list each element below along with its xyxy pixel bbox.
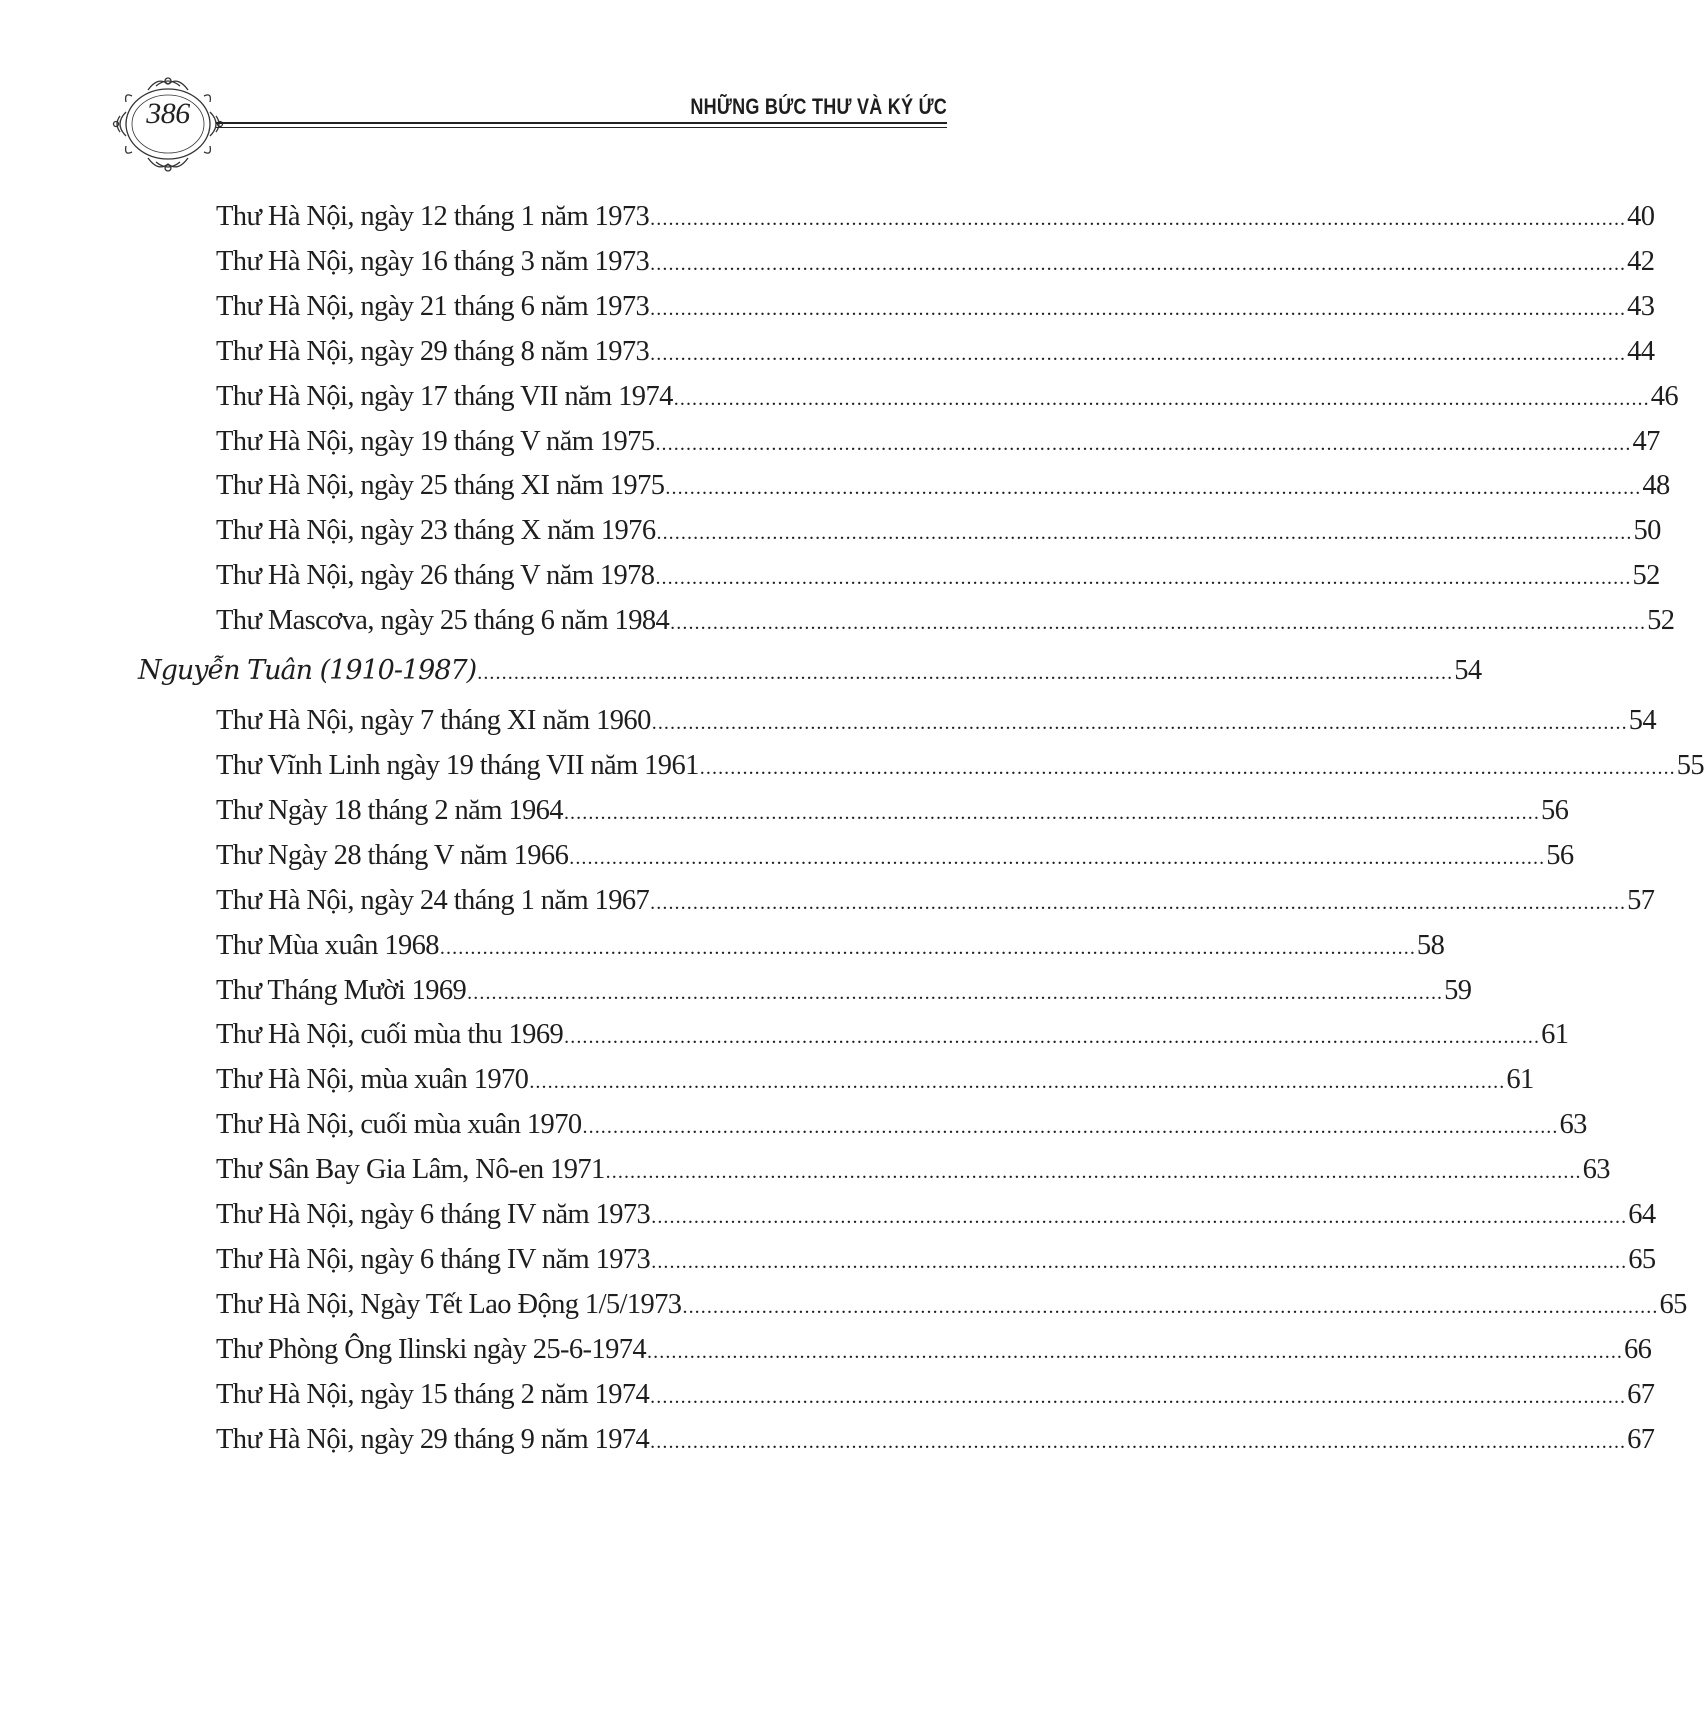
toc-entry-page-number: 56 bbox=[1540, 794, 1569, 826]
toc-dot-leader: ................................................................................................................................................................ bbox=[656, 522, 1633, 545]
toc-entry bbox=[216, 1377, 1655, 1413]
toc-entry-page-number: 42 bbox=[1627, 245, 1655, 277]
toc-dot-leader: ................................................................................................................................................................ bbox=[650, 1430, 1627, 1453]
toc-entry-page-number: 67 bbox=[1627, 1423, 1655, 1455]
toc-entry-page-number: 40 bbox=[1627, 201, 1655, 232]
toc-entry-page-number: 47 bbox=[1632, 425, 1660, 457]
toc-dot-leader: ................................................................................................................................................................ bbox=[655, 567, 1632, 590]
toc-entry-title: Thư Hà Nội, ngày 17 tháng VII năm 1974 bbox=[216, 380, 673, 412]
toc-dot-leader: ................................................................................................................................................................ bbox=[650, 208, 1627, 230]
toc-entry-title: Thư Hà Nội, ngày 6 tháng IV năm 1973 bbox=[216, 1199, 651, 1230]
header-rule-thin bbox=[216, 127, 947, 128]
toc-entry bbox=[216, 1107, 1587, 1143]
toc-author-heading bbox=[138, 653, 1482, 689]
toc-entry bbox=[216, 793, 1569, 829]
toc-entry-title: Thư Tháng Mười 1969 bbox=[216, 974, 467, 1006]
toc-entry bbox=[216, 838, 1574, 874]
toc-entry-title: Thư Hà Nội, cuối mùa xuân 1970 bbox=[216, 1109, 582, 1141]
toc-dot-leader: ................................................................................................................................................................ bbox=[569, 846, 1546, 869]
page-number: 386 bbox=[146, 97, 190, 130]
toc-entry-page-number: 59 bbox=[1444, 974, 1472, 1006]
toc-entry bbox=[216, 883, 1655, 919]
toc-entry bbox=[216, 973, 1472, 1009]
toc-dot-leader: ................................................................................................................................................................ bbox=[670, 612, 1647, 635]
toc-entry-page-number: 48 bbox=[1642, 470, 1670, 502]
toc-entry bbox=[216, 1332, 1652, 1368]
toc-entry-title: Thư Phòng Ông Ilinski ngày 25-6-1974 bbox=[216, 1333, 647, 1365]
toc-dot-leader: ................................................................................................................................................................ bbox=[650, 342, 1627, 365]
toc-entry-title: Thư Hà Nội, ngày 19 tháng V năm 1975 bbox=[216, 425, 655, 457]
toc-entry bbox=[216, 1197, 1656, 1233]
toc-entry-page-number: 61 bbox=[1541, 1019, 1569, 1051]
toc-entry-title: Thư Sân Bay Gia Lâm, Nô-en 1971 bbox=[216, 1154, 605, 1186]
toc-entry bbox=[216, 1152, 1610, 1188]
toc-entry-page-number: 55 bbox=[1676, 750, 1704, 781]
toc-entry-page-number: 50 bbox=[1633, 515, 1661, 547]
toc-entry bbox=[216, 1062, 1534, 1098]
toc-dot-leader: ................................................................................................................................................................ bbox=[563, 801, 1540, 824]
toc-entry-page-number: 61 bbox=[1506, 1064, 1534, 1096]
toc-entry-title: Thư Hà Nội, ngày 29 tháng 9 năm 1974 bbox=[216, 1423, 650, 1455]
toc-entry-page-number: 66 bbox=[1624, 1333, 1652, 1365]
toc-entry-title: Thư Hà Nội, ngày 26 tháng V năm 1978 bbox=[216, 560, 655, 592]
toc-entry-page-number: 65 bbox=[1659, 1288, 1687, 1320]
toc-entry-title: Thư Hà Nội, ngày 6 tháng IV năm 1973 bbox=[216, 1243, 651, 1275]
toc-dot-leader: ................................................................................................................................................................ bbox=[651, 712, 1628, 735]
toc-entry-title: Thư Hà Nội, ngày 21 tháng 6 năm 1973 bbox=[216, 290, 650, 322]
toc-entry-title: Thư Ngày 28 tháng V năm 1966 bbox=[216, 839, 569, 871]
toc-entry bbox=[216, 1017, 1569, 1053]
header-rule bbox=[216, 122, 947, 124]
toc-dot-leader: ................................................................................................................................................................ bbox=[439, 936, 1416, 959]
toc-entry bbox=[216, 424, 1660, 460]
toc-dot-leader: ................................................................................................................................................................ bbox=[650, 891, 1627, 914]
toc-dot-leader: ................................................................................................................................................................ bbox=[647, 1340, 1624, 1363]
toc-dot-leader: ................................................................................................................................................................ bbox=[582, 1116, 1559, 1139]
toc-entry-page-number: 65 bbox=[1628, 1243, 1656, 1275]
toc-entry-title: Thư Hà Nội, ngày 15 tháng 2 năm 1974 bbox=[216, 1378, 650, 1410]
toc-entry-page-number: 46 bbox=[1650, 380, 1679, 412]
toc-entry bbox=[216, 468, 1670, 504]
toc-entry bbox=[216, 289, 1655, 325]
toc-dot-leader: ................................................................................................................................................................ bbox=[655, 432, 1632, 455]
toc-entry-title: Thư Hà Nội, ngày 25 tháng XI năm 1975 bbox=[216, 470, 665, 502]
toc-entry-title: Thư Mùa xuân 1968 bbox=[216, 929, 439, 961]
toc-entry bbox=[216, 244, 1655, 280]
toc-entry-title: Thư Hà Nội, ngày 12 tháng 1 năm 1973 bbox=[216, 201, 650, 232]
running-title: NHỮNG BỨC THƯ VÀ KÝ ỨC bbox=[690, 94, 947, 119]
toc-entry-title: Thư Vĩnh Linh ngày 19 tháng VII năm 1961 bbox=[216, 750, 699, 781]
toc-entry-page-number: 44 bbox=[1627, 335, 1655, 367]
toc-dot-leader: ................................................................................................................................................................ bbox=[665, 477, 1642, 500]
toc-dot-leader: ................................................................................................................................................................ bbox=[650, 1385, 1627, 1408]
toc-entry-page-number: 43 bbox=[1627, 290, 1655, 322]
toc-dot-leader: ................................................................................................................................................................ bbox=[605, 1161, 1582, 1184]
toc-dot-leader: ................................................................................................................................................................ bbox=[529, 1071, 1506, 1094]
toc-dot-leader: ................................................................................................................................................................ bbox=[651, 1206, 1628, 1228]
toc-dot-leader: ................................................................................................................................................................ bbox=[651, 1250, 1628, 1273]
toc-entry-title: Thư Hà Nội, ngày 29 tháng 8 năm 1973 bbox=[216, 335, 650, 367]
toc-entry-page-number: 64 bbox=[1628, 1199, 1656, 1230]
toc-dot-leader: ................................................................................................................................................................ bbox=[477, 662, 1454, 685]
toc-entry bbox=[216, 1422, 1655, 1458]
toc-dot-leader: ................................................................................................................................................................ bbox=[650, 252, 1627, 275]
toc-entry-page-number: 52 bbox=[1632, 560, 1660, 592]
toc-entry bbox=[216, 1242, 1656, 1278]
toc-entry-page-number: 56 bbox=[1546, 839, 1574, 871]
toc-entry bbox=[216, 748, 1704, 784]
toc-entry-page-number: 52 bbox=[1647, 605, 1675, 637]
page-header bbox=[0, 0, 1103, 180]
toc-entry-page-number: 58 bbox=[1416, 929, 1445, 961]
toc-dot-leader: ................................................................................................................................................................ bbox=[650, 297, 1627, 320]
toc-entry bbox=[216, 928, 1445, 964]
toc-entry-title: Thư Ngày 18 tháng 2 năm 1964 bbox=[216, 794, 563, 826]
toc-entry-title: Thư Hà Nội, Ngày Tết Lao Động 1/5/1973 bbox=[216, 1288, 682, 1320]
toc-entry-page-number: 57 bbox=[1627, 884, 1655, 916]
toc-dot-leader: ................................................................................................................................................................ bbox=[673, 387, 1650, 410]
toc-entry-title: Thư Hà Nội, ngày 23 tháng X năm 1976 bbox=[216, 515, 656, 547]
toc-entry bbox=[216, 603, 1675, 639]
toc-entry bbox=[216, 1287, 1687, 1323]
toc-entry-page-number: 63 bbox=[1559, 1109, 1587, 1141]
toc-entry-title: Thư Hà Nội, cuối mùa thu 1969 bbox=[216, 1019, 564, 1051]
toc-entry bbox=[216, 703, 1657, 739]
toc-entry bbox=[216, 199, 1655, 235]
toc-entry-title: Thư Hà Nội, ngày 7 tháng XI năm 1960 bbox=[216, 705, 651, 737]
toc-entry-page-number: 67 bbox=[1627, 1378, 1655, 1410]
toc-dot-leader: ................................................................................................................................................................ bbox=[564, 1026, 1541, 1049]
toc-entry-title: Thư Hà Nội, mùa xuân 1970 bbox=[216, 1064, 529, 1096]
toc-entry-title: Thư Mascơva, ngày 25 tháng 6 năm 1984 bbox=[216, 605, 670, 637]
toc-entry-page-number: 54 bbox=[1628, 705, 1657, 737]
toc-entry-page-number: 54 bbox=[1454, 655, 1482, 687]
toc-dot-leader: ................................................................................................................................................................ bbox=[467, 981, 1444, 1004]
toc-entry-title: Thư Hà Nội, ngày 16 tháng 3 năm 1973 bbox=[216, 245, 650, 277]
toc-entry-title: Thư Hà Nội, ngày 24 tháng 1 năm 1967 bbox=[216, 884, 650, 916]
toc-entry-page-number: 63 bbox=[1582, 1154, 1610, 1186]
toc-entry bbox=[216, 558, 1660, 594]
toc-dot-leader: ................................................................................................................................................................ bbox=[682, 1295, 1659, 1318]
toc-entry bbox=[216, 513, 1661, 549]
toc-entry bbox=[216, 334, 1655, 370]
toc-dot-leader: ................................................................................................................................................................ bbox=[699, 757, 1676, 779]
toc-entry bbox=[216, 379, 1679, 415]
toc-entry-title: Nguyễn Tuân (1910-1987) bbox=[138, 655, 477, 687]
